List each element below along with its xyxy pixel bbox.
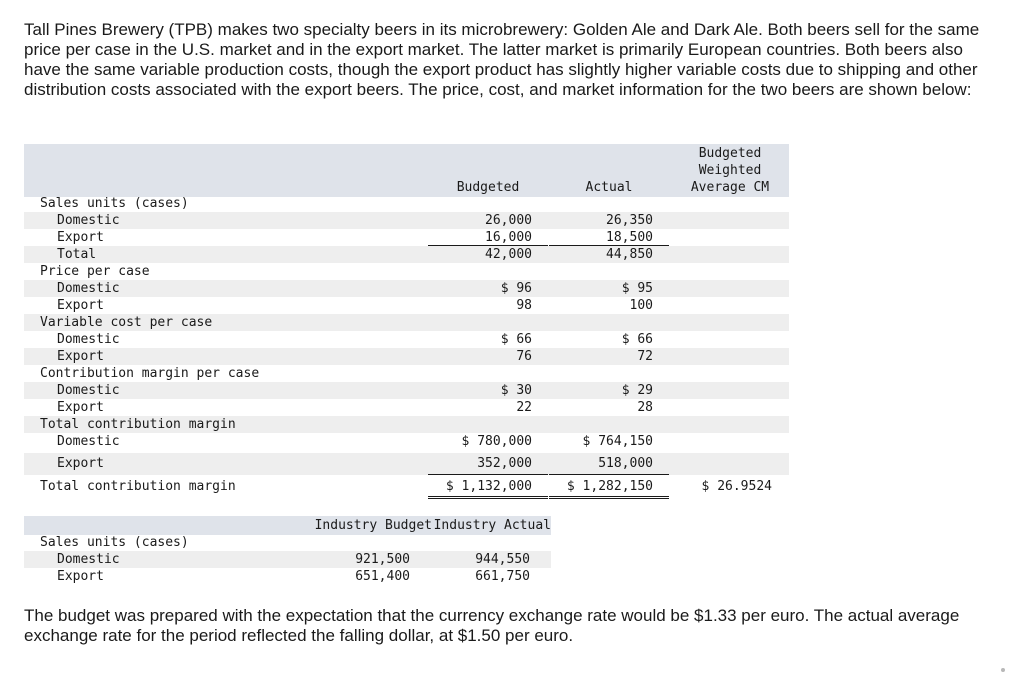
total-rule xyxy=(549,474,669,475)
row-label: Contribution margin per case xyxy=(40,366,260,381)
budgeted-value: 26,000 xyxy=(485,213,532,228)
header-weighted-line1: Budgeted xyxy=(698,146,762,161)
row-label: Sales units (cases) xyxy=(40,196,189,211)
industry-actual-value: 661,750 xyxy=(475,569,530,584)
row-label: Total xyxy=(57,247,97,262)
actual-value: 44,850 xyxy=(606,247,653,262)
double-rule-top xyxy=(428,496,548,497)
budgeted-value: 22 xyxy=(516,400,532,415)
row-band xyxy=(24,212,789,229)
row-label: Sales units (cases) xyxy=(40,535,189,550)
budgeted-value: $ 780,000 xyxy=(461,434,532,449)
actual-value: $ 29 xyxy=(621,383,653,398)
intro-paragraph: Tall Pines Brewery (TPB) makes two specialty beers in its microbrewery: Golden Ale and Dark Ale. Both beers sell for the same price per case in the U.S. market and in the export market. The latter market is primarily European countries. Both beers also have the same variable production costs, though the export product has slightly higher variable costs due to shipping and other distribution costs associated with the export beers. The price, cost, and market information for the two beers are shown below: xyxy=(24,20,980,99)
budgeted-value: 352,000 xyxy=(477,456,532,471)
industry-actual-value: 944,550 xyxy=(475,552,530,567)
row-label: Total contribution margin xyxy=(40,479,236,494)
row-label: Domestic xyxy=(57,434,120,449)
row-label: Variable cost per case xyxy=(40,315,213,330)
budgeted-value: $ 66 xyxy=(500,332,532,347)
budgeted-value: 16,000 xyxy=(485,230,532,245)
header-industry-actual: Industry Actual xyxy=(433,518,551,533)
row-label: Export xyxy=(57,400,104,415)
actual-value: 72 xyxy=(637,349,653,364)
actual-value: 26,350 xyxy=(606,213,653,228)
header-budgeted: Budgeted xyxy=(456,180,520,195)
weighted-average-cm-value: $ 26.9524 xyxy=(701,479,772,494)
double-rule-bottom xyxy=(549,498,669,499)
budgeted-value: $ 1,132,000 xyxy=(445,479,532,494)
header-weighted-line2: Weighted xyxy=(698,163,762,178)
outro-paragraph: The budget was prepared with the expectation that the currency exchange rate would be $1.33 per euro. The actual average exchange rate for the period reflected the falling dollar, at $1.50 per euro. xyxy=(24,606,960,645)
row-label: Domestic xyxy=(57,383,120,398)
row-label: Export xyxy=(57,456,104,471)
row-label: Export xyxy=(57,569,104,584)
row-label: Total contribution margin xyxy=(40,417,236,432)
actual-value: $ 764,150 xyxy=(582,434,653,449)
budgeted-value: $ 96 xyxy=(500,281,532,296)
scroll-indicator xyxy=(1001,668,1005,672)
row-label: Domestic xyxy=(57,552,120,567)
row-band xyxy=(24,453,789,475)
row-band xyxy=(24,280,789,297)
actual-value: $ 95 xyxy=(621,281,653,296)
row-label: Domestic xyxy=(57,281,120,296)
actual-value: 18,500 xyxy=(606,230,653,245)
actual-value: 100 xyxy=(629,298,653,313)
row-label: Domestic xyxy=(57,332,120,347)
actual-value: $ 1,282,150 xyxy=(566,479,653,494)
actual-value: 28 xyxy=(637,400,653,415)
industry-budget-value: 921,500 xyxy=(355,552,410,567)
budgeted-value: 98 xyxy=(516,298,532,313)
row-band xyxy=(24,246,789,263)
total-rule xyxy=(428,474,548,475)
budgeted-value: 76 xyxy=(516,349,532,364)
row-label: Export xyxy=(57,230,104,245)
actual-value: 518,000 xyxy=(598,456,653,471)
budgeted-value: 42,000 xyxy=(485,247,532,262)
double-rule-top xyxy=(549,496,669,497)
row-label: Export xyxy=(57,349,104,364)
row-label: Domestic xyxy=(57,213,120,228)
double-rule-bottom xyxy=(428,498,548,499)
header-weighted-line3: Average CM xyxy=(690,180,770,195)
row-band xyxy=(24,382,789,399)
row-label: Price per case xyxy=(40,264,150,279)
budgeted-value: $ 30 xyxy=(500,383,532,398)
industry-budget-value: 651,400 xyxy=(355,569,410,584)
row-band xyxy=(24,348,789,365)
actual-value: $ 66 xyxy=(621,332,653,347)
header-actual: Actual xyxy=(585,180,633,195)
row-label: Export xyxy=(57,298,104,313)
header-industry-budget: Industry Budget xyxy=(314,518,432,533)
